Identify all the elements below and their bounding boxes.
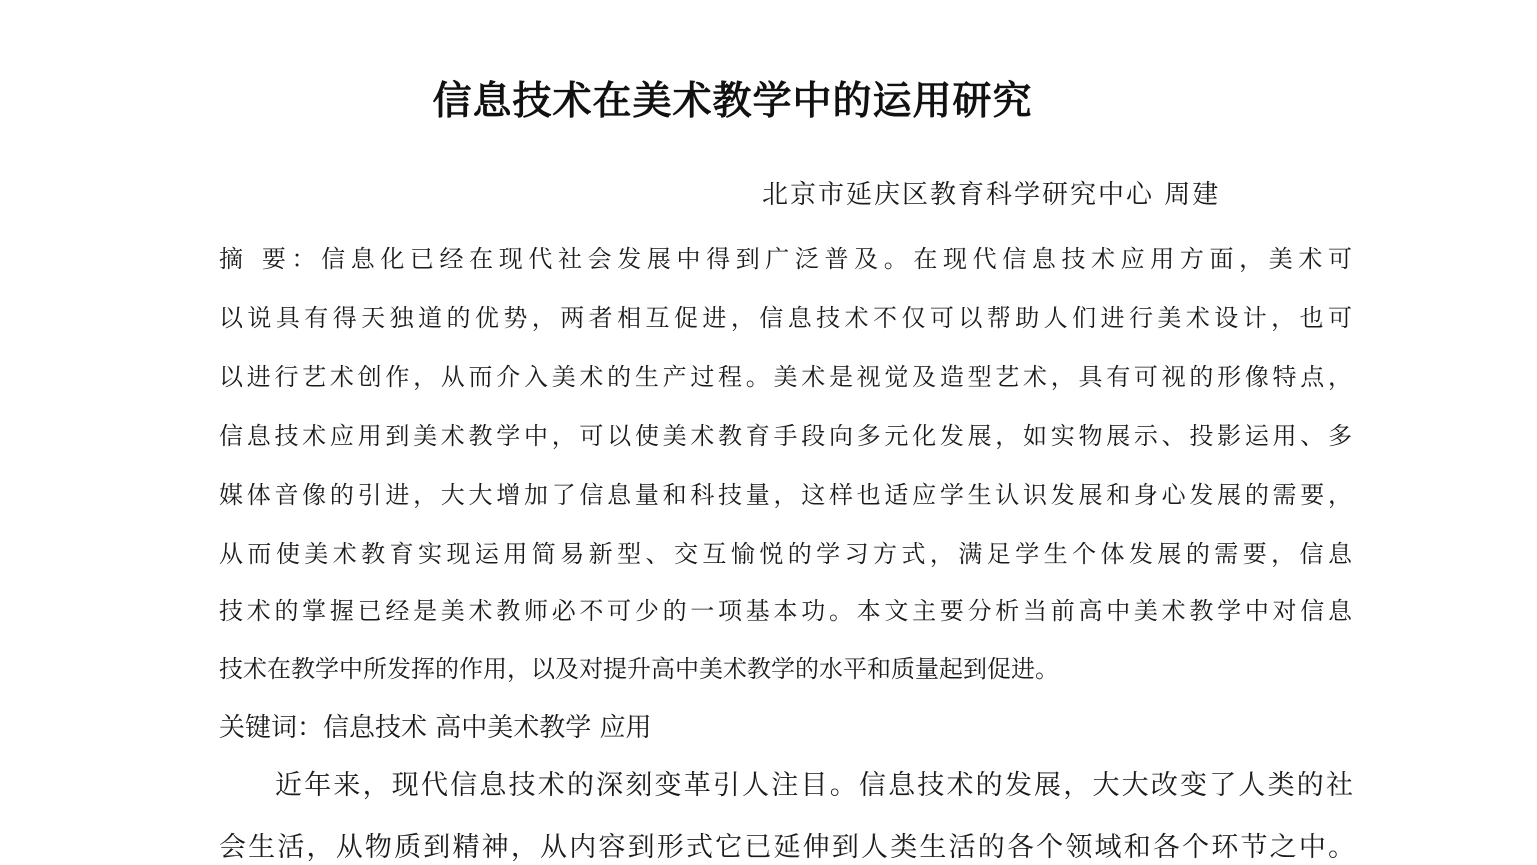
abstract-line: 以说具有得天独道的优势，两者相互促进，信息技术不仅可以帮助人们进行美术设计，也可 xyxy=(219,304,1352,332)
abstract-line: 技术的掌握已经是美术教师必不可少的一项基本功。本文主要分析当前高中美术教学中对信息 xyxy=(219,597,1352,625)
abstract-line: 摘 要：信息化已经在现代社会发展中得到广泛普及。在现代信息技术应用方面，美术可 xyxy=(219,245,1352,273)
author-affiliation: 北京市延庆区教育科学研究中心 周建 xyxy=(762,180,1221,210)
abstract-line: 从而使美术教育实现运用简易新型、交互愉悦的学习方式，满足学生个体发展的需要，信息 xyxy=(219,540,1352,568)
abstract-line: 信息技术应用到美术教学中，可以使美术教育手段向多元化发展，如实物展示、投影运用、多 xyxy=(219,422,1352,450)
keywords: 关键词：信息技术 高中美术教学 应用 xyxy=(219,713,652,743)
body-line: 近年来，现代信息技术的深刻变革引人注目。信息技术的发展，大大改变了人类的社 xyxy=(275,770,1353,801)
document-title: 信息技术在美术教学中的运用研究 xyxy=(432,79,1033,124)
abstract-line: 技术在教学中所发挥的作用，以及对提升高中美术教学的水平和质量起到促进。 xyxy=(219,655,1059,683)
body-line: 会生活，从物质到精神，从内容到形式它已延伸到人类生活的各个领域和各个环节之中。 xyxy=(219,832,1355,863)
abstract-line: 媒体音像的引进，大大增加了信息量和科技量，这样也适应学生认识发展和身心发展的需要， xyxy=(219,481,1352,509)
abstract-line: 以进行艺术创作，从而介入美术的生产过程。美术是视觉及造型艺术，具有可视的形像特点， xyxy=(219,363,1352,391)
